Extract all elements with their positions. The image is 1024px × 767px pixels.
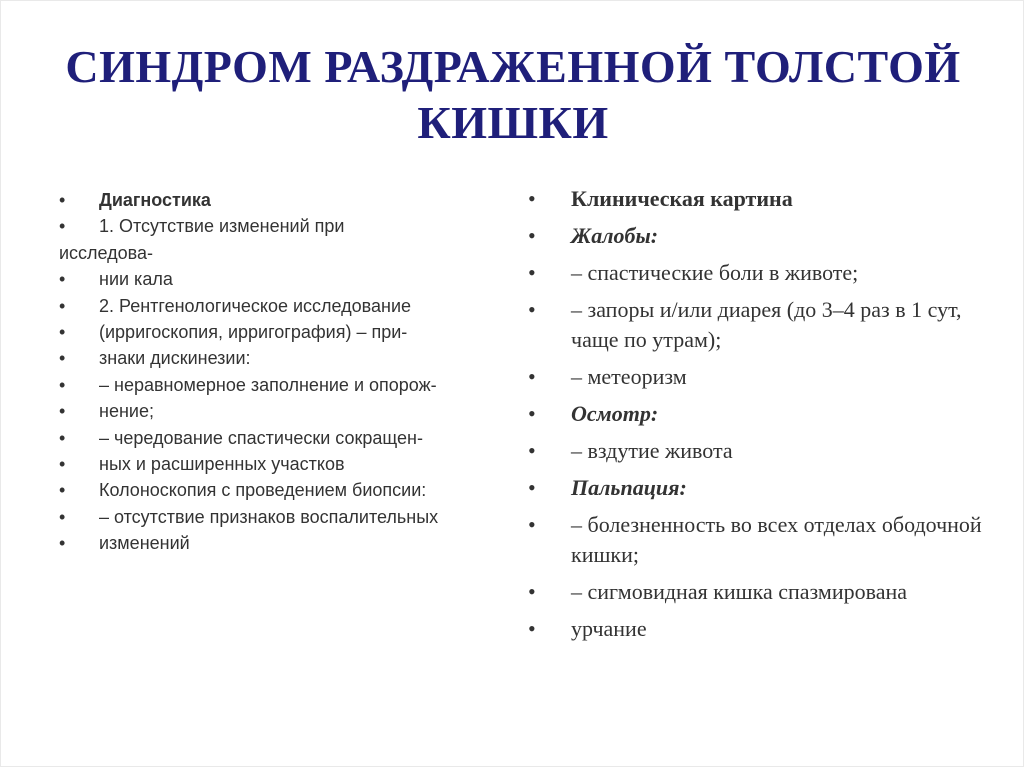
bullet-icon: •: [528, 297, 536, 322]
bullet-icon: •: [528, 186, 536, 211]
bullet-icon: •: [59, 427, 66, 448]
bullet-icon: •: [528, 438, 536, 463]
list-item: [528, 295, 998, 362]
bullet-icon: •: [59, 480, 66, 501]
list-item: [59, 425, 509, 451]
list-item: [59, 530, 509, 556]
list-item: [528, 221, 998, 258]
list-item-text: урчание: [571, 616, 647, 641]
palpation-label: Пальпация:: [571, 475, 687, 500]
slide-title-line-1: СИНДРОМ РАЗДРАЖЕННОЙ ТОЛСТОЙ: [65, 41, 961, 92]
list-item: [59, 372, 509, 398]
bullet-icon: •: [59, 401, 66, 422]
list-item: [59, 293, 509, 319]
bullet-icon: •: [59, 533, 66, 554]
list-item-text: нии кала: [99, 269, 173, 290]
bullet-icon: •: [59, 295, 66, 316]
bullet-icon: •: [59, 190, 66, 210]
list-item-text: 1. Отсутствие изменений при: [99, 216, 345, 237]
list-item-text: – вздутие живота: [571, 438, 733, 463]
list-item: [59, 477, 509, 503]
slide-title: [1, 39, 1024, 151]
list-item-text: ных и расширенных участков: [99, 453, 345, 474]
list-item: [59, 266, 509, 292]
list-item: [528, 184, 998, 221]
bullet-icon: •: [528, 223, 536, 248]
bullet-icon: •: [528, 616, 536, 641]
slide-title-line-2: КИШКИ: [417, 97, 609, 148]
list-item-text: 2. Рентгенологическое исследование: [99, 295, 412, 316]
list-item-text: знаки дискинезии:: [99, 348, 251, 369]
list-item-text: нение;: [99, 401, 154, 422]
bullet-icon: •: [528, 475, 536, 500]
bullet-icon: •: [528, 260, 536, 285]
list-item-text: – отсутствие признаков воспалительных: [99, 506, 439, 527]
list-item: [528, 258, 998, 295]
list-item-text: – неравномерное заполнение и опорож-: [99, 374, 437, 395]
list-item-text: – чередование спастически сокращен-: [99, 427, 423, 448]
list-item-text: Колоноскопия с проведением биопсии:: [99, 480, 427, 501]
bullet-icon: •: [59, 453, 66, 474]
list-item-text: – болезненность во всех отделах ободочной кишки;: [571, 512, 982, 567]
clinical-picture-heading: Клиническая картина: [571, 186, 793, 211]
list-item-text: исследова-: [59, 242, 154, 263]
diagnostics-column: [59, 187, 509, 556]
bullet-icon: •: [59, 216, 66, 237]
list-item-text: (ирригоскопия, ирригография) – при-: [99, 321, 408, 342]
clinical-picture-column: [528, 184, 998, 651]
bullet-icon: •: [528, 512, 536, 537]
list-item: [528, 510, 998, 577]
bullet-icon: •: [59, 348, 66, 369]
bullet-icon: •: [59, 321, 66, 342]
exam-label: Осмотр:: [571, 401, 659, 426]
list-item-text: – спастические боли в животе;: [571, 260, 859, 285]
list-item: [59, 187, 509, 213]
diagnostics-heading: Диагностика: [99, 190, 211, 210]
list-item-text: изменений: [99, 533, 190, 554]
bullet-icon: •: [528, 579, 536, 604]
list-item: [59, 504, 509, 530]
bullet-icon: •: [59, 374, 66, 395]
list-item-text: – сигмовидная кишка спазмирована: [571, 579, 908, 604]
list-item: [59, 451, 509, 477]
complaints-label: Жалобы:: [571, 223, 659, 248]
list-item: [528, 399, 998, 436]
list-item: [59, 213, 509, 266]
bullet-icon: •: [59, 269, 66, 290]
list-item-text: – запоры и/или диарея (до 3–4 раз в 1 сут, чаще по утрам);: [571, 297, 962, 352]
list-item: [528, 614, 998, 651]
bullet-icon: •: [528, 401, 536, 426]
bullet-icon: •: [528, 364, 536, 389]
list-item: [528, 362, 998, 399]
list-item: [528, 473, 998, 510]
list-item: [59, 345, 509, 371]
list-item-text: – метеоризм: [571, 364, 687, 389]
list-item: [59, 319, 509, 345]
list-item: [59, 398, 509, 424]
list-item: [528, 436, 998, 473]
list-item: [528, 577, 998, 614]
bullet-icon: •: [59, 506, 66, 527]
